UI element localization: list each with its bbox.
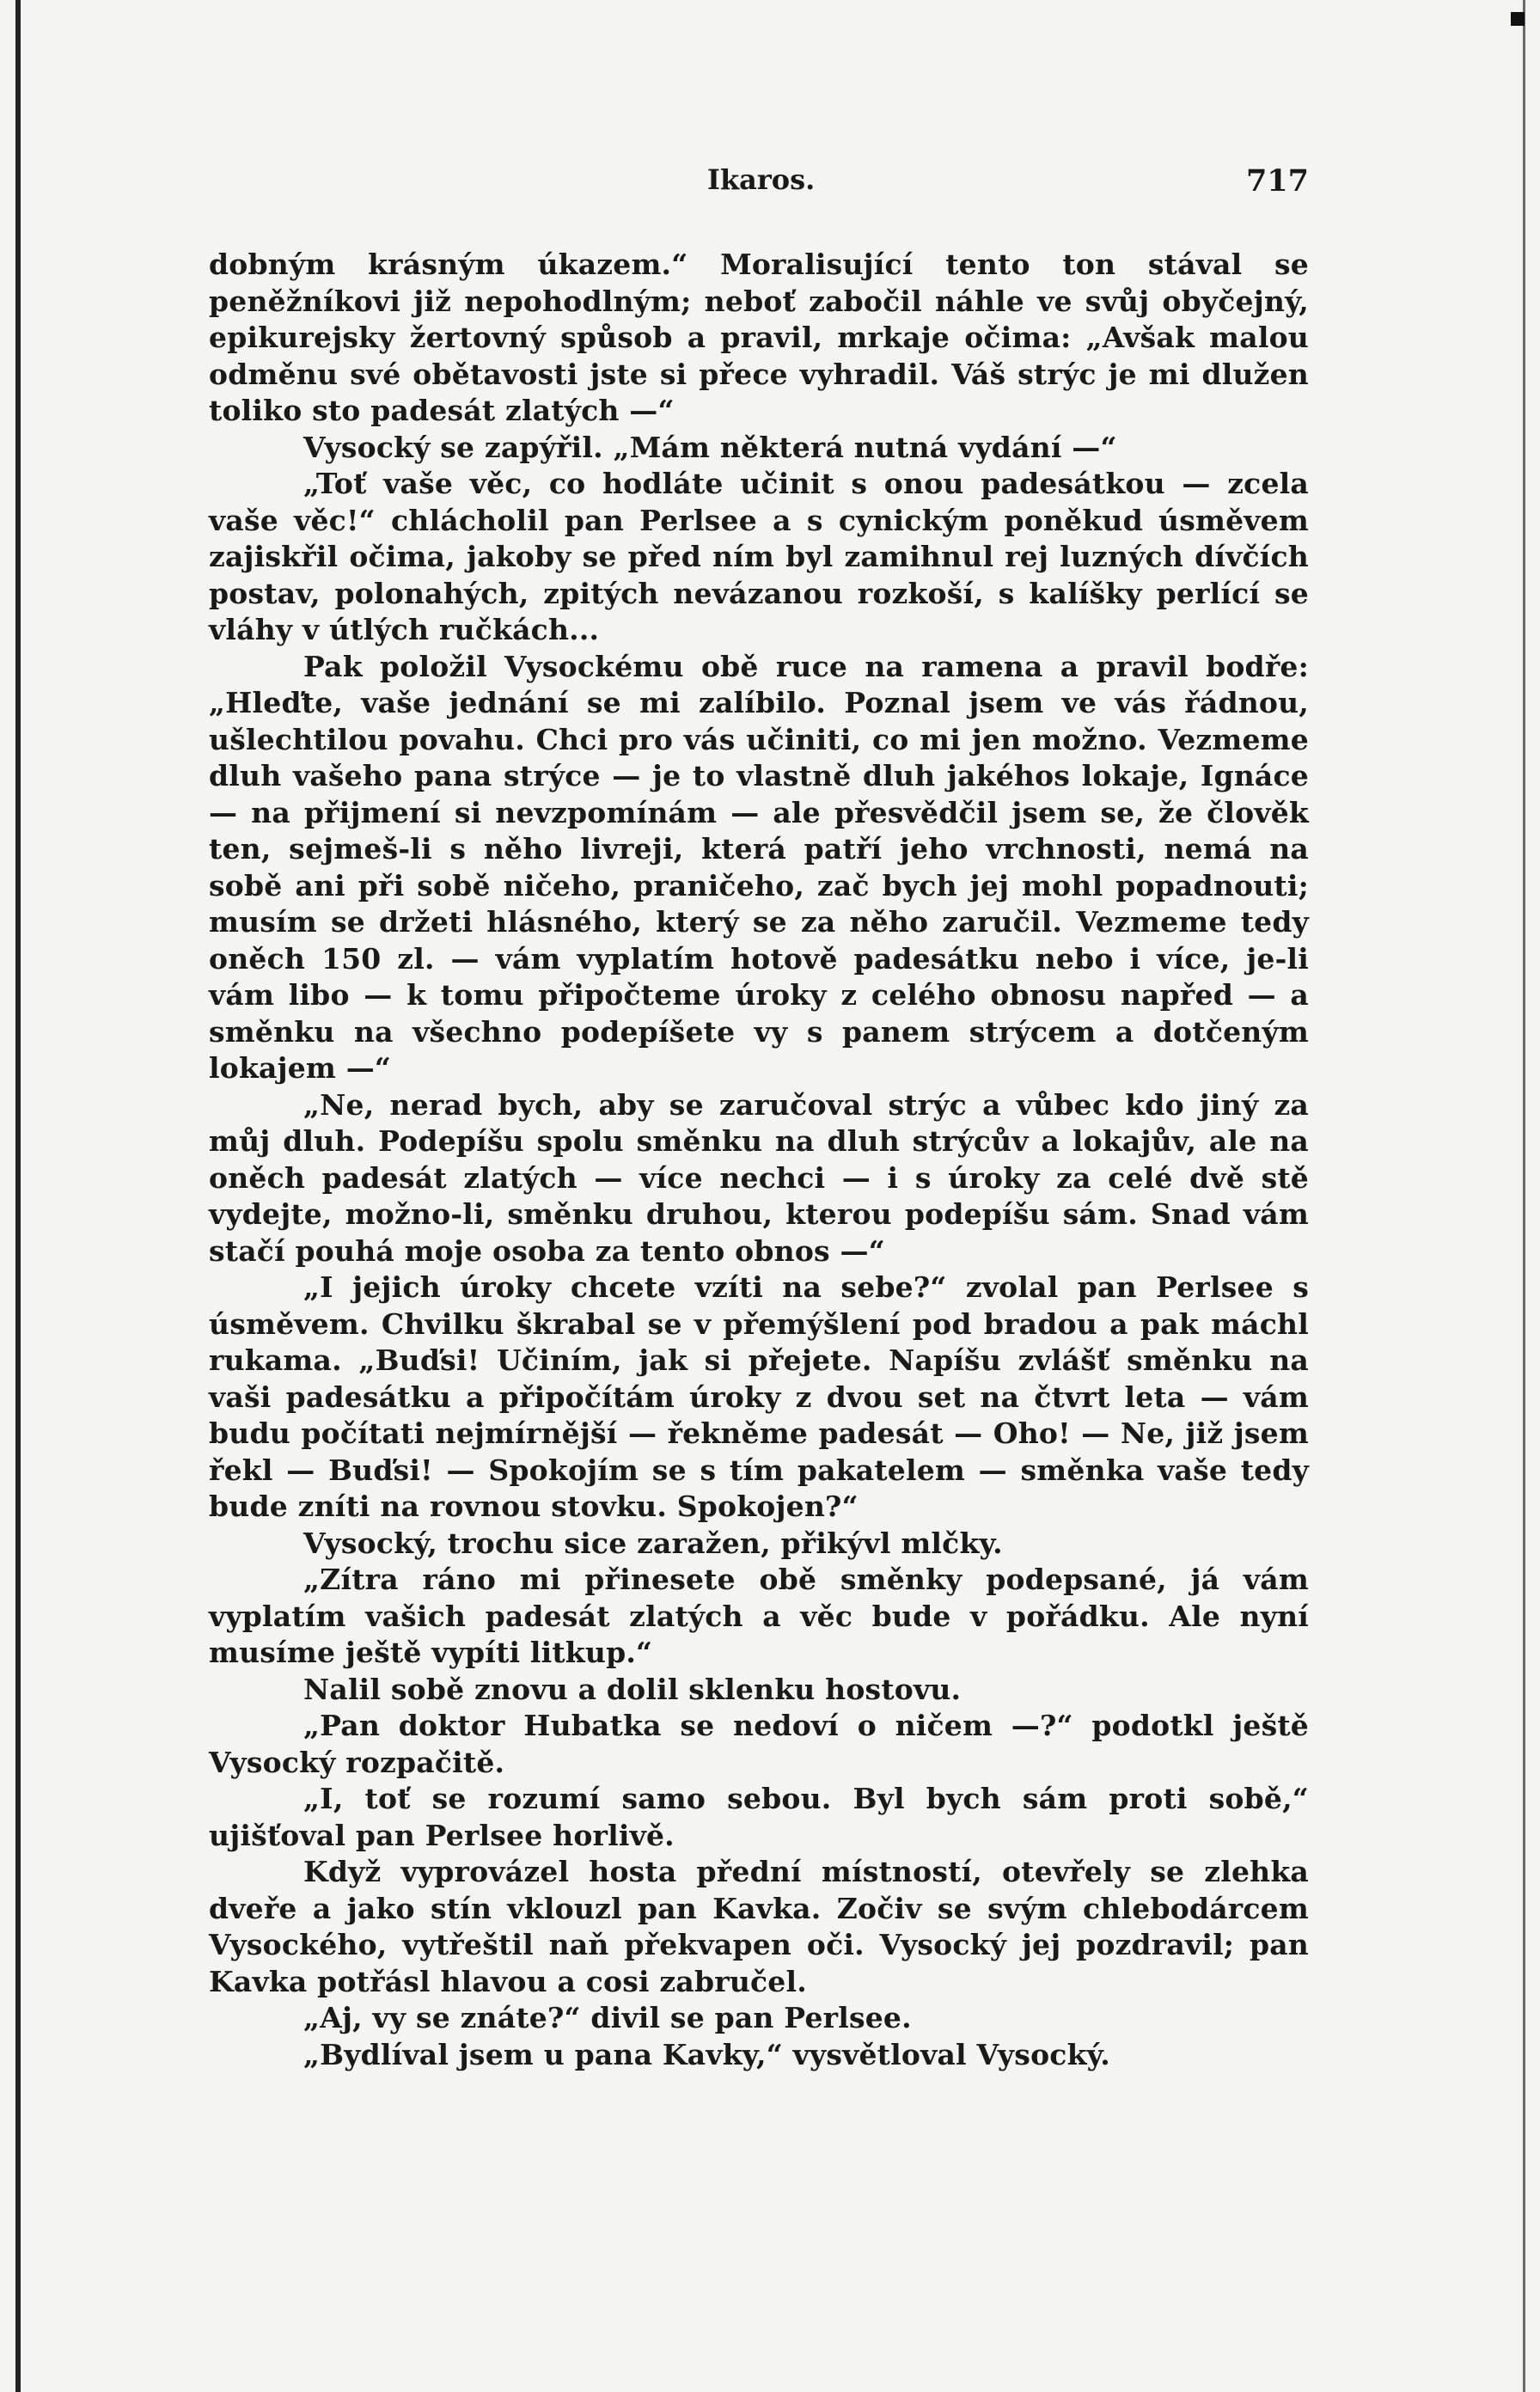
page-header <box>209 163 1309 206</box>
page-edge-left <box>15 0 21 2392</box>
paragraph: „Ne, nerad bych, aby se zaručoval strýc a vůbec kdo jiný za můj dluh. Podepíšu spolu směnku na dluh strýcův a lokajův, ale na oněch padesát zlatých — více nechci — i s úroky za celé dvě stě vydejte, možno-li, směnku druhou, kterou podepíšu sám. Snad vám stačí pouhá moje osoba za tento obnos —“ <box>209 1087 1309 1268</box>
paragraph: Nalil sobě znovu a dolil sklenku hostovu. <box>303 1672 962 1706</box>
page-number: 717 <box>1245 163 1309 199</box>
paragraph: Vysocký, trochu sice zaražen, přikývl mlčky. <box>303 1526 1003 1560</box>
paragraph: „Pan doktor Hubatka se nedoví o ničem —?“ podotkl ještě Vysocký rozpačitě. <box>209 1709 1309 1779</box>
paragraph: Pak položil Vysockému obě ruce na ramena a pravil bodře: „Hleďte, vaše jednání se mi zalíbilo. Poznal jsem ve vás řádnou, ušlechtilou povahu. Chci pro vás učiniti, co mi jen možno. Vezmeme dluh vašeho pana strýce — je to vlastně dluh jakéhos lokaje, Ignáce — na přijmení si nevzpomínám — ale přesvědčil jsem se, že člověk ten, sejmeš-li s něho livreji, která patří jeho vrchnosti, nemá na sobě ani při sobě ničeho, praničeho, zač bych jej mohl popadnouti; musím se držeti hlásného, který se za něho zaručil. Vezmeme tedy oněch 150 zl. — vám vyplatím hotově padesátku nebo i více, je-li vám libo — k tomu připočteme úroky z celého obnosu napřed — a směnku na všechno podepíšete vy s panem strýcem a dotčeným lokajem —“ <box>209 649 1309 1085</box>
paragraph: „Bydlíval jsem u pana Kavky,“ vysvětloval Vysocký. <box>303 2037 1110 2071</box>
page-edge-right <box>1523 0 1525 2392</box>
body-text <box>209 247 1309 2073</box>
paragraph: „Toť vaše věc, co hodláte učinit s onou padesátkou — zcela vaše věc!“ chlácholil pan Perlsee a s cynickým poněkud úsměvem zajiskřil očima, jakoby se před ním byl zamihnul rej luzných dívčích postav, polonahých, zpitých nevázanou rozkoší, s kalíšky perlící se vláhy v útlých ručkách... <box>209 467 1309 646</box>
paragraph: „I jejich úroky chcete vzíti na sebe?“ zvolal pan Perlsee s úsměvem. Chvilku škrabal se v přemýšlení pod bradou a pak máchl rukama. „Buďsi! Učiním, jak si přejete. Napíšu zvlášť směnku na vaši padesátku a připočítám úroky z dvou set na čtvrt leta — vám budu počítati nejmírnější — řekněme padesát — Oho! — Ne, již jsem řekl — Buďsi! — Spokojím se s tím pakatelem — směnka vaše tedy bude zníti na rovnou stovku. Spokojen?“ <box>209 1270 1309 1523</box>
corner-mark <box>1511 12 1525 26</box>
paragraph: „Aj, vy se znáte?“ divil se pan Perlsee. <box>303 2001 912 2034</box>
paragraph: dobným krásným úkazem.“ Moralisující tento ton stával se peněžníkovi již nepohodlným; neboť zabočil náhle ve svůj obyčejný, epikurejsky žertovný spůsob a pravil, mrkaje očima: „Avšak malou odměnu své obětavosti jste si přece vyhradil. Váš strýc je mi dlužen toliko sto padesát zlatých —“ <box>209 248 1309 427</box>
paragraph: Když vyprovázel hosta přední místností, otevřely se zlehka dveře a jako stín vklouzl pan Kavka. Zočiv se svým chlebodárcem Vysockého, vytřeštil naň překvapen oči. Vysocký jej pozdravil; pan Kavka potřásl hlavou a cosi zabručel. <box>209 1855 1309 1998</box>
paragraph: „I, toť se rozumí samo sebou. Byl bych sám proti sobě,“ ujišťoval pan Perlsee horlivě. <box>209 1782 1309 1852</box>
paragraph: „Zítra ráno mi přinesete obě směnky podepsané, já vám vyplatím vašich padesát zlatých a věc bude v pořádku. Ale nyní musíme ještě vypíti litkup.“ <box>209 1563 1309 1669</box>
paragraph: Vysocký se zapýřil. „Mám některá nutná vydání —“ <box>303 430 1117 464</box>
running-title: Ikaros. <box>707 163 816 196</box>
